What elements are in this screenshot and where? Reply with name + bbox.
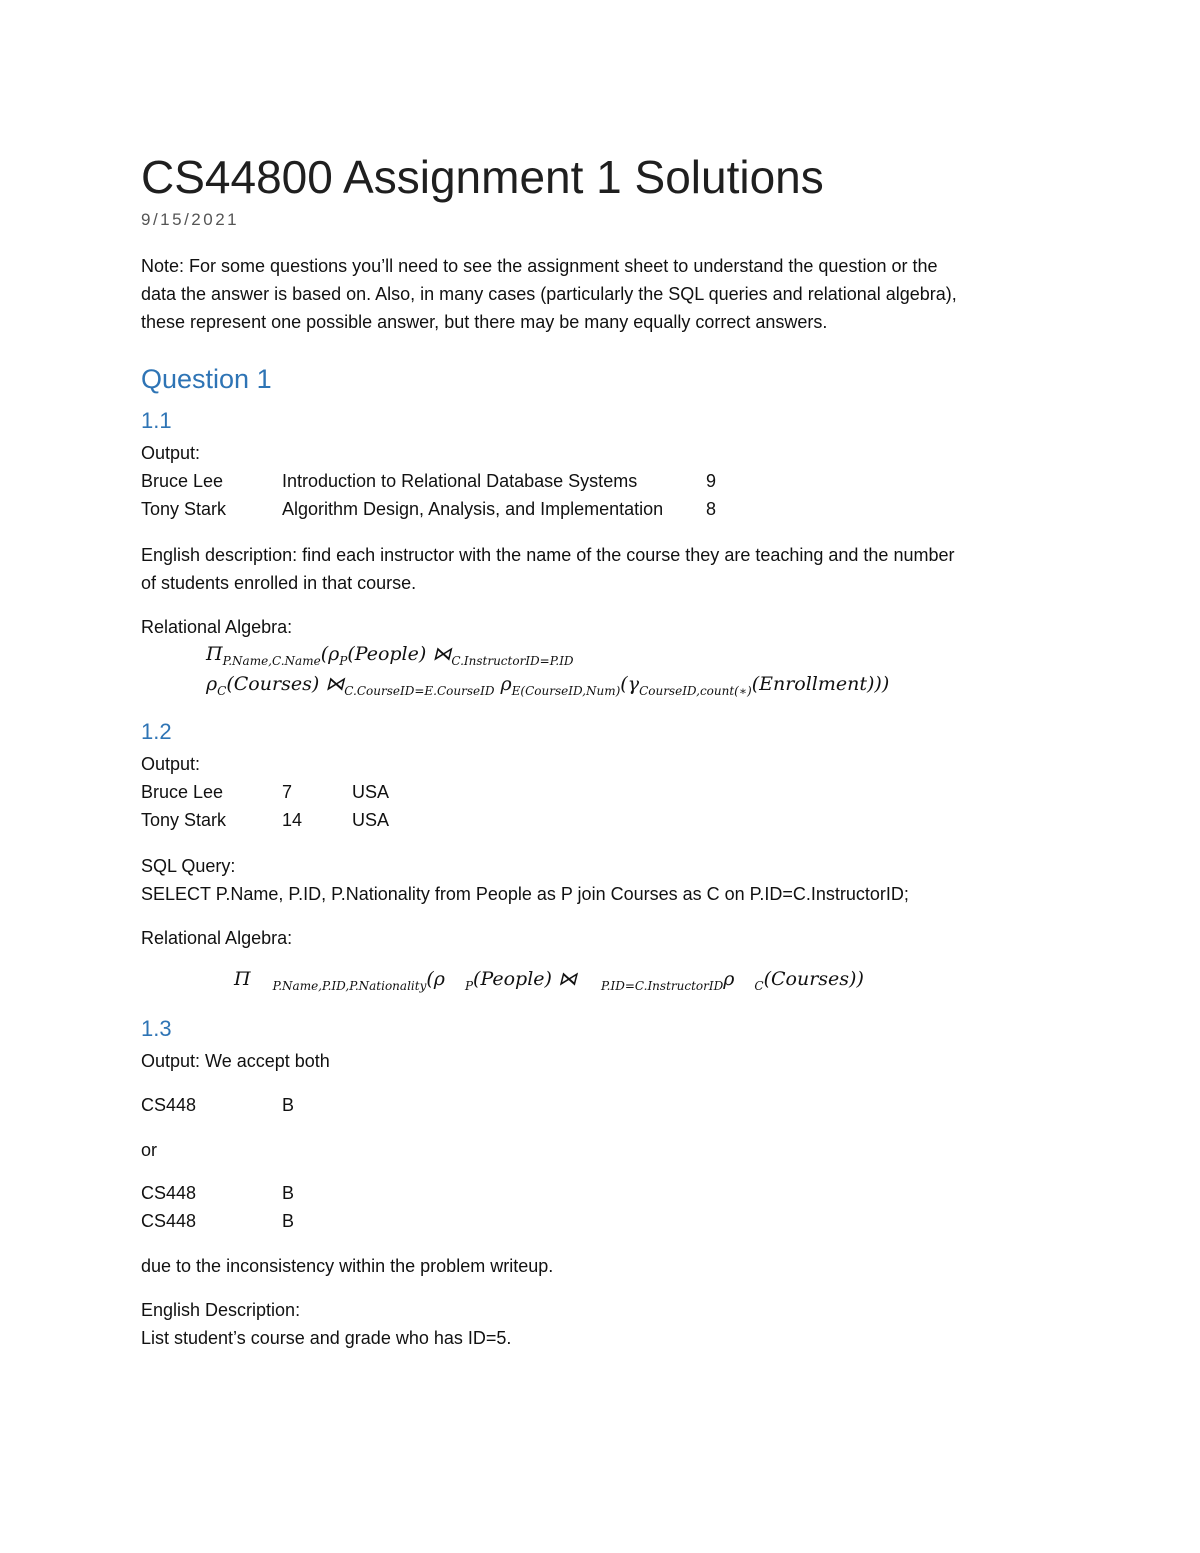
relational-algebra-label: Relational Algebra: (141, 928, 293, 948)
table-cell: USA (352, 782, 390, 802)
english-description-line-2: of students enrolled in that course. (141, 573, 417, 593)
relational-algebra-expression: Π $_{P.Name,P.ID,P.Nationality}$(ρ $_P$(People) ⋈ $_{P.ID=C.InstructorID}$ρ $_C$(Courses)) (234, 968, 864, 993)
english-description-line-1: English description: find each instructor with the name of the course they are teaching and the number (141, 545, 955, 565)
table-cell: B (282, 1183, 295, 1203)
document-title: CS44800 Assignment 1 Solutions (141, 151, 824, 203)
note-line-1: Note: For some questions you’ll need to see the assignment sheet to understand the question or the (141, 256, 938, 276)
relational-algebra-expression-line-1: $\Pi_{P.Name,C.Name}(\rho_P(People)$ $⋈_{C.InstructorID=P.ID}$ (206, 643, 574, 668)
table-cell: Tony Stark (141, 499, 227, 519)
due-text: due to the inconsistency within the problem writeup. (141, 1256, 554, 1276)
table-cell: USA (352, 810, 390, 830)
table-cell: B (282, 1095, 295, 1115)
note-line-3: these represent one possible answer, but there may be many equally correct answers. (141, 312, 828, 332)
section-1-3-heading: 1.3 (141, 1016, 172, 1041)
english-description: List student’s course and grade who has ID=5. (141, 1328, 512, 1348)
output-label: Output: We accept both (141, 1051, 330, 1071)
english-description-label: English Description: (141, 1300, 301, 1320)
relational-algebra-label: Relational Algebra: (141, 617, 293, 637)
table-cell: Introduction to Relational Database Systems (282, 471, 638, 491)
sql-query-label: SQL Query: (141, 856, 236, 876)
table-cell: Bruce Lee (141, 782, 224, 802)
table-cell: CS448 (141, 1095, 197, 1115)
section-1-2-heading: 1.2 (141, 719, 172, 744)
output-label: Output: (141, 443, 201, 463)
note-line-2: data the answer is based on. Also, in many cases (particularly the SQL queries and relational algebra), (141, 284, 957, 304)
table-cell: B (282, 1211, 295, 1231)
table-cell: CS448 (141, 1211, 197, 1231)
table-cell: 7 (282, 782, 293, 802)
section-1-1-heading: 1.1 (141, 408, 172, 433)
table-cell: 9 (706, 471, 717, 491)
sql-query: SELECT P.Name, P.ID, P.Nationality from People as P join Courses as C on P.ID=C.InstructorID; (141, 884, 909, 904)
output-label: Output: (141, 754, 201, 774)
question-1-heading: Question 1 (141, 364, 272, 394)
table-cell: 14 (282, 810, 303, 830)
table-cell: Tony Stark (141, 810, 227, 830)
relational-algebra-expression-line-2: $\rho_C(Courses)$ $⋈_{C.CourseID=E.CourseID}$ $\rho_{E(CourseID,Num)}(\gamma_{CourseID,count(∗)}(Enrollment))$) (206, 673, 890, 698)
document-date: 9/15/2021 (141, 210, 240, 229)
table-cell: 8 (706, 499, 717, 519)
table-cell: Bruce Lee (141, 471, 224, 491)
table-cell: CS448 (141, 1183, 197, 1203)
or-text: or (141, 1140, 158, 1160)
table-cell: Algorithm Design, Analysis, and Implementation (282, 499, 664, 519)
